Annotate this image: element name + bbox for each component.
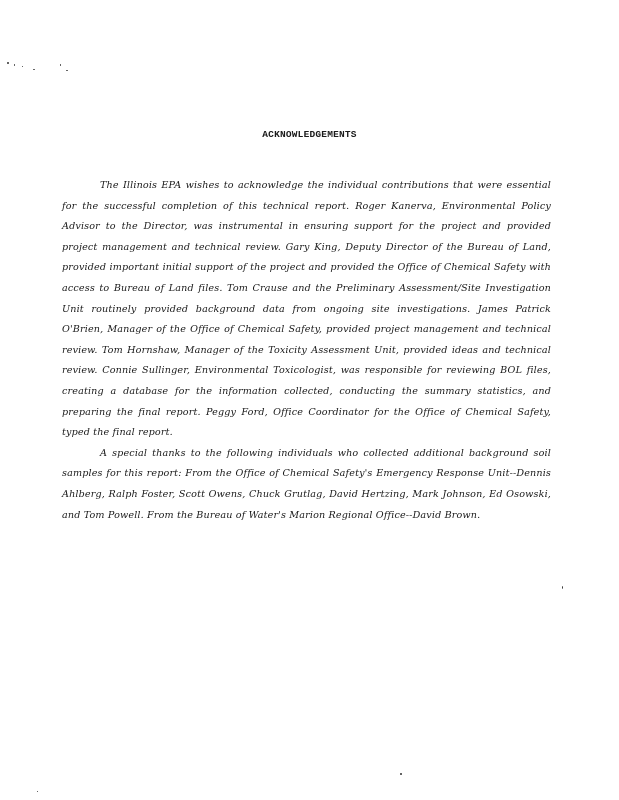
scan-speck [7,62,9,64]
scan-speck [66,70,68,71]
page-title: ACKNOWLEDGEMENTS [262,129,357,140]
scan-speck [562,586,563,589]
acknowledgements-body [62,176,551,526]
scan-speck [33,69,35,70]
paragraph-2: A special thanks to the following individuals who collected additional background soil samples for this report: From the Office of Chemical Safety's Emergency Response Unit--Dennis Ahlberg, Ralph Foster, Scott Owens, Chuck Grutlag, David Hertzing, Mark Johnson, Ed Osowski, and Tom Powell. From the Bureau of Water's Marion Regional Office--David Brown. [62,447,551,521]
scan-speck [400,773,402,775]
paragraph-1: The Illinois EPA wishes to acknowledge the individual contributions that were essential for the successful completion of this technical report. Roger Kanerva, Environmental Policy Advisor to the Director, was instrumental in ensuring support for the project and provided project management and technical review. Gary King, Deputy Director of the Bureau of Land, provided important initial support of the project and provided the Office of Chemical Safety with access to Bureau of Land files. Tom Crause and the Preliminary Assessment/Site Investigation Unit routinely provided background data from ongoing site investigations. James Patrick O'Brien, Manager of the Office of Chemical Safety, provided project management and technical review. Tom Hornshaw, Manager of the Toxicity Assessment Unit, provided ideas and technical review. Connie Sullinger, Environmental Toxicologist, was responsible for reviewing BOL files, creating a database for the information collected, conducting the summary statistics, and preparing the final report. Peggy Ford, Office Coordinator for the Office of Chemical Safety, typed the final report. [62,180,551,439]
scan-speck [37,791,38,792]
scan-speck [14,64,15,66]
scan-speck [22,66,23,67]
scan-speck [60,64,61,66]
